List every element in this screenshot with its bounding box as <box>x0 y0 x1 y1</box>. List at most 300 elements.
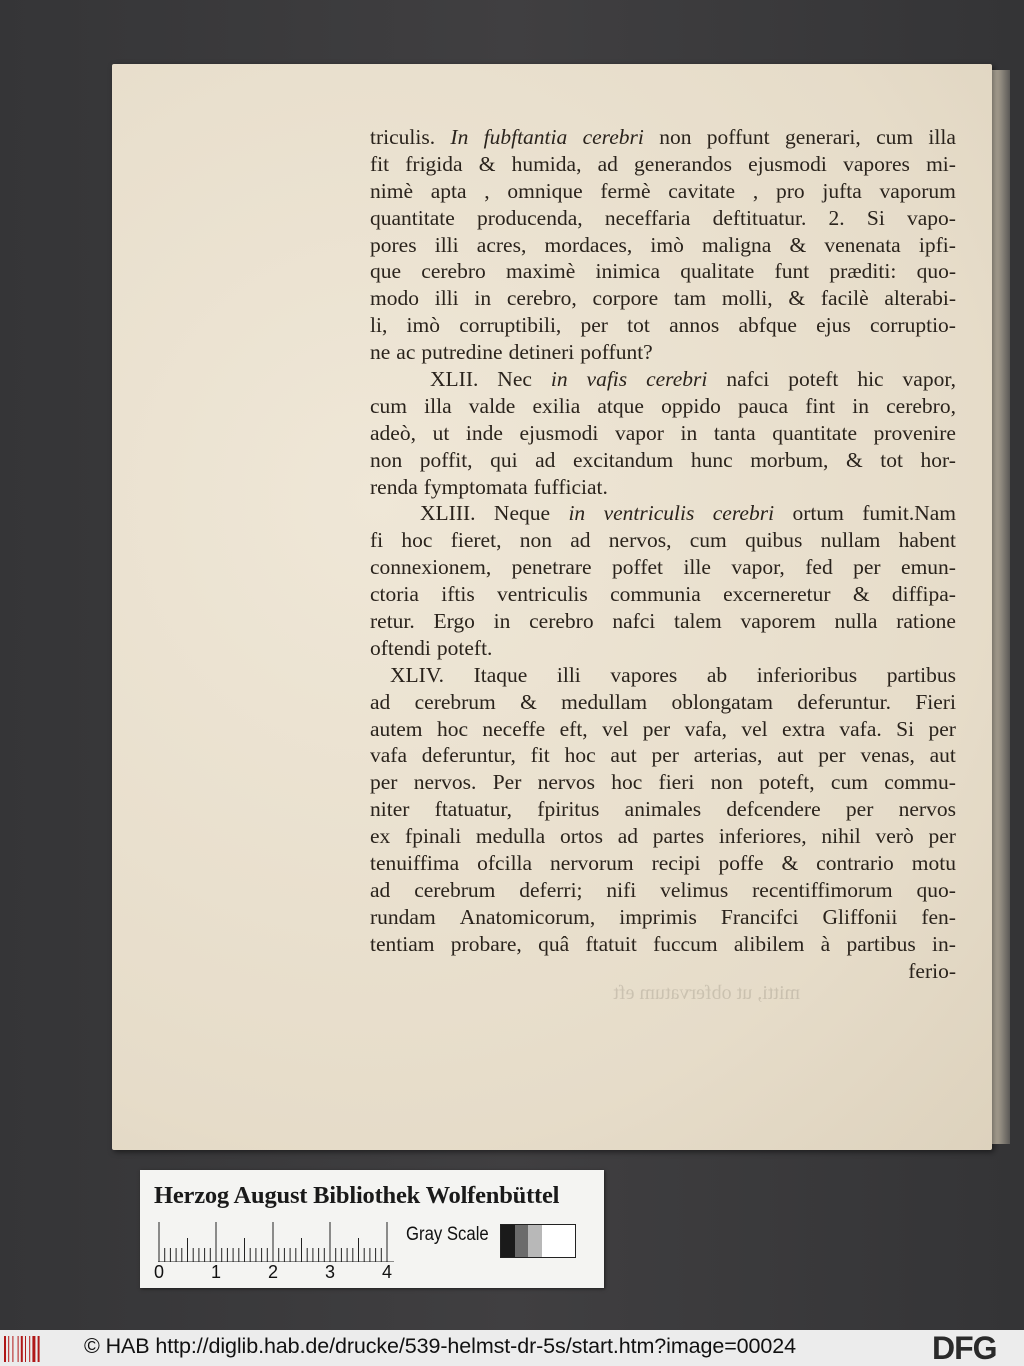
word: talem <box>674 609 722 634</box>
word: cum <box>830 770 868 795</box>
library-name: Herzog August Bibliothek Wolfenbüttel <box>154 1182 560 1209</box>
text-line <box>370 689 956 716</box>
text-line <box>370 205 956 232</box>
word: illa <box>928 125 956 149</box>
barcode-bar <box>29 1336 30 1362</box>
barcode-bar <box>18 1336 19 1362</box>
word: vapor, <box>902 367 956 392</box>
ruler-number: 0 <box>154 1262 165 1282</box>
text-line <box>370 796 956 823</box>
text-line <box>370 931 956 958</box>
text-line <box>370 124 956 151</box>
word: pores <box>370 232 417 257</box>
word: verò <box>875 824 914 849</box>
word: pro <box>775 178 805 203</box>
word: & <box>789 232 807 257</box>
text-line <box>370 447 956 474</box>
word: alterabi- <box>884 286 956 311</box>
word: per <box>370 770 398 795</box>
word: illi <box>434 232 459 257</box>
dfg-logo: DFG <box>932 1330 997 1366</box>
word: cum <box>689 528 727 553</box>
word: hoc <box>611 770 643 795</box>
word: nervos. <box>413 770 477 795</box>
word: fint <box>805 393 836 418</box>
word: & <box>478 151 496 176</box>
text-line <box>370 635 956 662</box>
word: aut <box>929 743 956 768</box>
word: ille <box>683 555 711 580</box>
word: vafa, <box>684 716 727 741</box>
barcode-bar <box>4 1336 6 1362</box>
word: venenata <box>824 232 901 257</box>
word: ad <box>535 447 556 472</box>
word: excerneretur <box>723 582 831 607</box>
word: , <box>484 178 490 203</box>
word: Si <box>866 205 885 230</box>
word: funt <box>774 259 810 284</box>
word: vafa. <box>839 716 882 741</box>
word: 2. <box>828 205 845 230</box>
word: quo- <box>916 877 956 902</box>
word: nulla <box>834 609 878 634</box>
barcode-bar <box>21 1336 23 1362</box>
text-line <box>370 258 956 285</box>
word: inferiores, <box>718 824 807 849</box>
text-line <box>370 527 956 554</box>
word: nihil <box>821 824 861 849</box>
ruler-number: 1 <box>211 1262 222 1282</box>
word: ferio- <box>908 958 956 983</box>
word: tot <box>627 313 650 338</box>
word: ejusmodi <box>519 420 599 445</box>
word: alibilem <box>733 931 805 956</box>
word: producenda, <box>476 205 583 230</box>
text-line <box>370 474 956 501</box>
word: quâ <box>538 931 570 956</box>
word: venas, <box>860 743 915 768</box>
word: renda <box>370 474 418 499</box>
word: cum <box>370 393 408 418</box>
word: & <box>520 689 537 714</box>
word: inimica <box>595 259 660 284</box>
word: præditi: <box>829 259 897 284</box>
word: probare, <box>450 931 522 956</box>
word: generandos <box>634 151 732 176</box>
word: hunc <box>690 447 733 472</box>
word: medulla <box>475 824 546 849</box>
word: eft, <box>559 716 588 741</box>
word: velimus <box>660 877 729 902</box>
word: aut <box>777 743 804 768</box>
ruler-number: 2 <box>268 1262 279 1282</box>
word: fen- <box>921 904 956 929</box>
word: ventriculis <box>603 501 695 526</box>
word: Francifci <box>720 904 799 929</box>
word: deferuntur. <box>797 689 891 714</box>
copyright-url[interactable]: © HAB http://diglib.hab.de/drucke/539-helmst-dr-5s/start.htm?image=00024 <box>84 1334 796 1358</box>
word: ofcilla <box>477 851 533 876</box>
word: detineri <box>508 340 575 365</box>
word: corruptibili, <box>459 313 562 338</box>
word: deftituatur. <box>712 205 807 230</box>
ruler <box>158 1222 394 1262</box>
ruler-number: 4 <box>382 1262 393 1282</box>
word: hoc <box>564 743 596 768</box>
word: facilè <box>820 286 869 311</box>
word: poteft, <box>759 770 815 795</box>
word: fuccum <box>653 931 718 956</box>
word: que <box>370 259 402 284</box>
word: communia <box>610 582 701 607</box>
word: vel <box>602 716 629 741</box>
word: fumit.Nam <box>862 501 956 526</box>
word: aut <box>610 743 637 768</box>
word: defcendere <box>726 797 821 822</box>
word: quantitate <box>772 420 857 445</box>
word: cerebrum <box>414 877 496 902</box>
word: illa <box>424 393 452 418</box>
page-text <box>370 124 956 985</box>
word: putredine <box>421 340 503 365</box>
word: fpiritus <box>537 797 600 822</box>
gray-scale-label: Gray Scale <box>406 1224 489 1245</box>
word: jufta <box>822 178 862 203</box>
word: apta <box>430 178 467 203</box>
word: fubftantia <box>483 125 568 149</box>
word: in <box>550 367 568 392</box>
word: mordaces, <box>544 232 633 257</box>
word: non <box>710 770 743 795</box>
word: ventriculis <box>497 582 588 607</box>
word: ac <box>396 340 416 365</box>
word: & <box>852 582 870 607</box>
word: vel <box>741 716 768 741</box>
word: maximè <box>506 259 576 284</box>
word: poffet <box>612 555 663 580</box>
word: qualitate <box>680 259 755 284</box>
text-line <box>370 285 956 312</box>
text-line <box>370 366 956 393</box>
word: triculis. <box>370 125 436 149</box>
word: ad <box>570 528 591 553</box>
word: abfque <box>738 313 797 338</box>
word: inferioribus <box>756 662 858 687</box>
word: exilia <box>532 393 581 418</box>
word: vapores <box>843 151 910 176</box>
word: non <box>659 125 692 149</box>
word: animales <box>624 797 702 822</box>
text-line <box>370 581 956 608</box>
gray-swatch <box>542 1225 575 1257</box>
text-line <box>370 716 956 743</box>
word: ftatuit <box>585 931 637 956</box>
word: in <box>493 609 511 634</box>
word: illi <box>556 662 581 687</box>
word: generari, <box>784 125 861 149</box>
word: ad <box>370 877 391 902</box>
word: corruptio- <box>869 313 956 338</box>
page-edge <box>992 70 1010 1144</box>
word: à <box>820 931 831 956</box>
word: Nec <box>497 367 532 392</box>
word: fpinali <box>405 824 462 849</box>
show-through-text: mitti, ut obfervatum eft <box>613 982 800 1004</box>
word: ratione <box>896 609 956 634</box>
word: Fieri <box>915 689 956 714</box>
word: Ergo <box>433 609 475 634</box>
word: poffit, <box>419 447 473 472</box>
word: habent <box>898 528 956 553</box>
word: ab <box>706 662 728 687</box>
word: tanta <box>713 420 756 445</box>
text-line <box>370 500 956 527</box>
word: inde <box>465 420 503 445</box>
word: cerebro <box>421 259 486 284</box>
text-line <box>370 232 956 259</box>
word: cerebro, <box>886 393 956 418</box>
word: mi- <box>926 151 956 176</box>
text-line <box>370 393 956 420</box>
barcode-bar <box>8 1336 9 1362</box>
word: poffunt? <box>580 340 653 365</box>
word: deferuntur, <box>421 743 516 768</box>
word: quibus <box>745 528 803 553</box>
word: recentiffimorum <box>752 877 893 902</box>
word: poteft <box>788 367 839 392</box>
word: quantitate <box>370 205 455 230</box>
word: qui <box>490 447 518 472</box>
word: motu <box>911 851 956 876</box>
word: ne <box>370 340 391 365</box>
word: partibus <box>886 662 956 687</box>
word: fi <box>370 528 384 553</box>
word: per <box>853 555 881 580</box>
word: per <box>580 313 608 338</box>
word: Gliffonii <box>822 904 898 929</box>
word: corpore <box>592 286 659 311</box>
word: excitandum <box>572 447 674 472</box>
word: fermè <box>600 178 651 203</box>
word: niter <box>370 797 410 822</box>
word: humida, <box>511 151 582 176</box>
word: provenire <box>873 420 956 445</box>
word: contrario <box>816 851 894 876</box>
library-color-card <box>140 1170 604 1288</box>
word: connexionem, <box>370 555 492 580</box>
word: Si <box>896 716 915 741</box>
word: per <box>642 716 671 741</box>
word: poteft. <box>436 635 493 660</box>
word: medullam <box>561 689 648 714</box>
word: Itaque <box>473 662 528 687</box>
text-line <box>370 178 956 205</box>
word: ut <box>432 420 450 445</box>
barcode-bar <box>38 1336 40 1362</box>
word: in <box>852 393 869 418</box>
word: nervos, <box>608 528 672 553</box>
word: in <box>680 420 698 445</box>
word: ad <box>370 689 391 714</box>
word: vafa <box>370 743 407 768</box>
word: rundam <box>370 904 436 929</box>
word: vapor, <box>731 555 785 580</box>
word: valde <box>468 393 516 418</box>
word: Per <box>492 770 522 795</box>
word: penetrare <box>511 555 592 580</box>
word: ortos <box>559 824 603 849</box>
word: acres, <box>476 232 527 257</box>
word: per <box>845 797 874 822</box>
text-line <box>370 904 956 931</box>
word: fed <box>805 555 833 580</box>
word: in <box>568 501 586 526</box>
text-line <box>370 151 956 178</box>
word: cerebro, <box>506 286 577 311</box>
word: hoc <box>401 528 433 553</box>
word: cerebri <box>582 125 644 149</box>
word: nervos <box>898 797 956 822</box>
ruler-number: 3 <box>325 1262 336 1282</box>
word: per <box>818 743 846 768</box>
word: nimè <box>370 178 413 203</box>
text-line <box>370 554 956 581</box>
word: XLIV. <box>390 662 444 687</box>
gray-swatch <box>501 1225 515 1257</box>
word: adeò, <box>370 420 416 445</box>
word: cerebrum <box>414 689 496 714</box>
word: , <box>752 178 759 203</box>
word: ejus <box>816 313 851 338</box>
word: tenuiffima <box>370 851 460 876</box>
gray-swatch <box>528 1225 542 1257</box>
word: hor- <box>920 447 956 472</box>
word: imò <box>406 313 440 338</box>
word: maligna <box>702 232 772 257</box>
barcode-bar <box>32 1336 35 1362</box>
word: fieri <box>658 770 695 795</box>
text-line <box>370 850 956 877</box>
word: nervos <box>537 770 595 795</box>
word: per <box>928 824 956 849</box>
word: cerebri <box>646 367 708 392</box>
word: ejusmodi <box>748 151 827 176</box>
word: annos <box>669 313 720 338</box>
word: iftis <box>441 582 475 607</box>
word: arterias, <box>693 743 763 768</box>
word: in- <box>932 931 956 956</box>
word: & <box>788 286 806 311</box>
text-line <box>370 608 956 635</box>
word: cum <box>876 125 914 149</box>
text-line <box>370 823 956 850</box>
word: oblongatam <box>671 689 773 714</box>
gray-scale-swatches <box>500 1224 576 1258</box>
word: ctoria <box>370 582 419 607</box>
text-line <box>370 312 956 339</box>
word: commu- <box>884 770 956 795</box>
word: omnique <box>507 178 583 203</box>
word: non <box>370 447 403 472</box>
word: nafci <box>612 609 656 634</box>
word: ftatuatur, <box>434 797 513 822</box>
word: poffe <box>718 851 764 876</box>
word: autem <box>370 716 423 741</box>
word: fit <box>370 151 390 176</box>
word: emun- <box>901 555 956 580</box>
word: fit <box>530 743 550 768</box>
gray-swatch <box>515 1225 529 1257</box>
word: frigida <box>405 151 463 176</box>
word: diffipa- <box>891 582 956 607</box>
barcode-icon <box>4 1336 48 1362</box>
text-line <box>370 877 956 904</box>
word: vaporum <box>879 178 956 203</box>
word: ad <box>617 824 638 849</box>
word: In <box>450 125 469 149</box>
word: tam <box>673 286 707 311</box>
word: neceffe <box>482 716 546 741</box>
word: extra <box>782 716 825 741</box>
word: quo- <box>916 259 956 284</box>
word: vafis <box>586 367 628 392</box>
word: vapores <box>610 662 678 687</box>
word: li, <box>370 313 388 338</box>
word: vapor <box>614 420 664 445</box>
word: cerebri <box>712 501 775 526</box>
text-line <box>370 339 956 366</box>
word: Anatomicorum, <box>459 904 596 929</box>
word: ad <box>597 151 618 176</box>
ruler-numbers <box>150 1262 400 1284</box>
word: atque <box>597 393 644 418</box>
word: per <box>651 743 679 768</box>
word: vapo- <box>907 205 956 230</box>
text-line <box>370 662 956 689</box>
text-line <box>370 958 956 985</box>
word: XLII. <box>430 367 479 392</box>
word: nullam <box>820 528 881 553</box>
word: cavitate <box>668 178 736 203</box>
word: ortum <box>792 501 844 526</box>
text-line <box>370 742 956 769</box>
word: hic <box>857 367 884 392</box>
word: nafci <box>726 367 770 392</box>
word: morbum, <box>750 447 829 472</box>
word: pauca <box>737 393 789 418</box>
word: in <box>474 286 492 311</box>
footer-bar <box>0 1330 1024 1366</box>
word: imprimis <box>619 904 697 929</box>
word: ex <box>370 824 391 849</box>
word: imò <box>650 232 684 257</box>
word: poffunt <box>706 125 770 149</box>
word: nervorum <box>550 851 634 876</box>
word: oftendi <box>370 635 431 660</box>
word: molli, <box>721 286 773 311</box>
word: fymptomata <box>423 474 528 499</box>
word: nifi <box>606 877 637 902</box>
barcode-bar <box>25 1336 26 1362</box>
word: tot <box>880 447 903 472</box>
word: cerebro <box>529 609 594 634</box>
word: fufficiat. <box>533 474 608 499</box>
word: modo <box>370 286 419 311</box>
text-line <box>370 769 956 796</box>
word: partibus <box>846 931 916 956</box>
word: non <box>519 528 552 553</box>
word: & <box>845 447 863 472</box>
